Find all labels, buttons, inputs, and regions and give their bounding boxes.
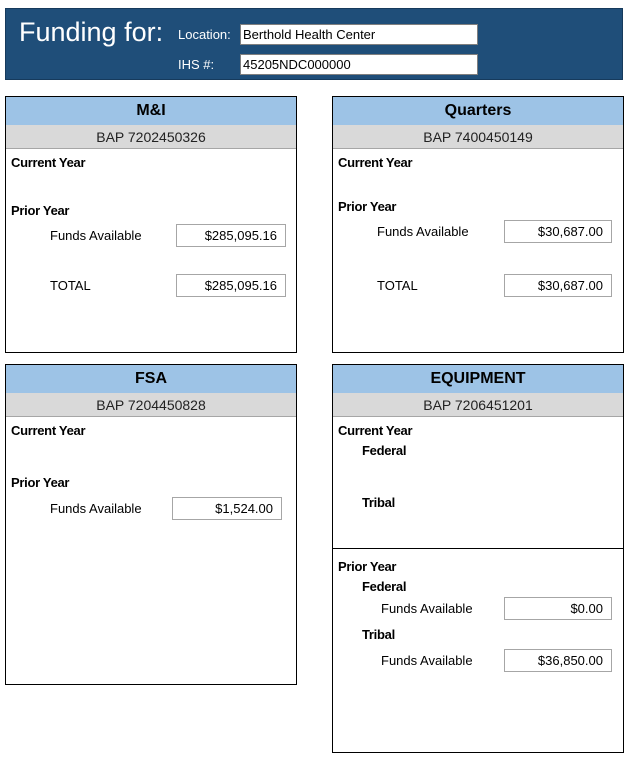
panel-quarters-bap: BAP 7400450149 [333, 125, 623, 149]
equipment-federal-funds-available-value[interactable]: $0.00 [504, 597, 612, 620]
mi-total-value[interactable]: $285,095.16 [176, 274, 286, 297]
equipment-current-tribal-label: Tribal [362, 495, 395, 510]
equipment-tribal-funds-available-label: Funds Available [381, 653, 473, 668]
panel-fsa [5, 364, 297, 685]
equipment-federal-funds-available-label: Funds Available [381, 601, 473, 616]
panel-mi-bap: BAP 7202450326 [6, 125, 296, 149]
panel-quarters [332, 96, 624, 353]
location-label: Location: [178, 27, 231, 42]
funding-header [5, 8, 623, 80]
equipment-prior-tribal-label: Tribal [362, 627, 395, 642]
quarters-prior-year-label: Prior Year [338, 199, 397, 214]
quarters-funds-available-value[interactable]: $30,687.00 [504, 220, 612, 243]
panel-equipment-title: EQUIPMENT [333, 365, 623, 394]
equipment-year-divider [333, 548, 623, 549]
fsa-funds-available-label: Funds Available [50, 501, 142, 516]
mi-funds-available-value[interactable]: $285,095.16 [176, 224, 286, 247]
equipment-current-year-label: Current Year [338, 423, 413, 438]
quarters-current-year-label: Current Year [338, 155, 413, 170]
quarters-total-label: TOTAL [377, 278, 418, 293]
mi-funds-available-label: Funds Available [50, 228, 142, 243]
panel-quarters-title: Quarters [333, 97, 623, 126]
fsa-funds-available-value[interactable]: $1,524.00 [172, 497, 282, 520]
equipment-tribal-funds-available-value[interactable]: $36,850.00 [504, 649, 612, 672]
ihs-number-field[interactable]: 45205NDC000000 [240, 54, 478, 75]
equipment-current-federal-label: Federal [362, 443, 407, 458]
panel-fsa-bap: BAP 7204450828 [6, 393, 296, 417]
panel-equipment-bap: BAP 7206451201 [333, 393, 623, 417]
quarters-funds-available-label: Funds Available [377, 224, 469, 239]
page-title: Funding for: [19, 17, 164, 47]
mi-total-label: TOTAL [50, 278, 91, 293]
fsa-current-year-label: Current Year [11, 423, 86, 438]
location-field[interactable]: Berthold Health Center [240, 24, 478, 45]
mi-prior-year-label: Prior Year [11, 203, 70, 218]
panel-mi [5, 96, 297, 353]
equipment-prior-federal-label: Federal [362, 579, 407, 594]
panel-fsa-title: FSA [6, 365, 296, 394]
mi-current-year-label: Current Year [11, 155, 86, 170]
panel-equipment [332, 364, 624, 753]
panel-mi-title: M&I [6, 97, 296, 126]
quarters-total-value[interactable]: $30,687.00 [504, 274, 612, 297]
ihs-label: IHS #: [178, 57, 215, 72]
equipment-prior-year-label: Prior Year [338, 559, 397, 574]
fsa-prior-year-label: Prior Year [11, 475, 70, 490]
